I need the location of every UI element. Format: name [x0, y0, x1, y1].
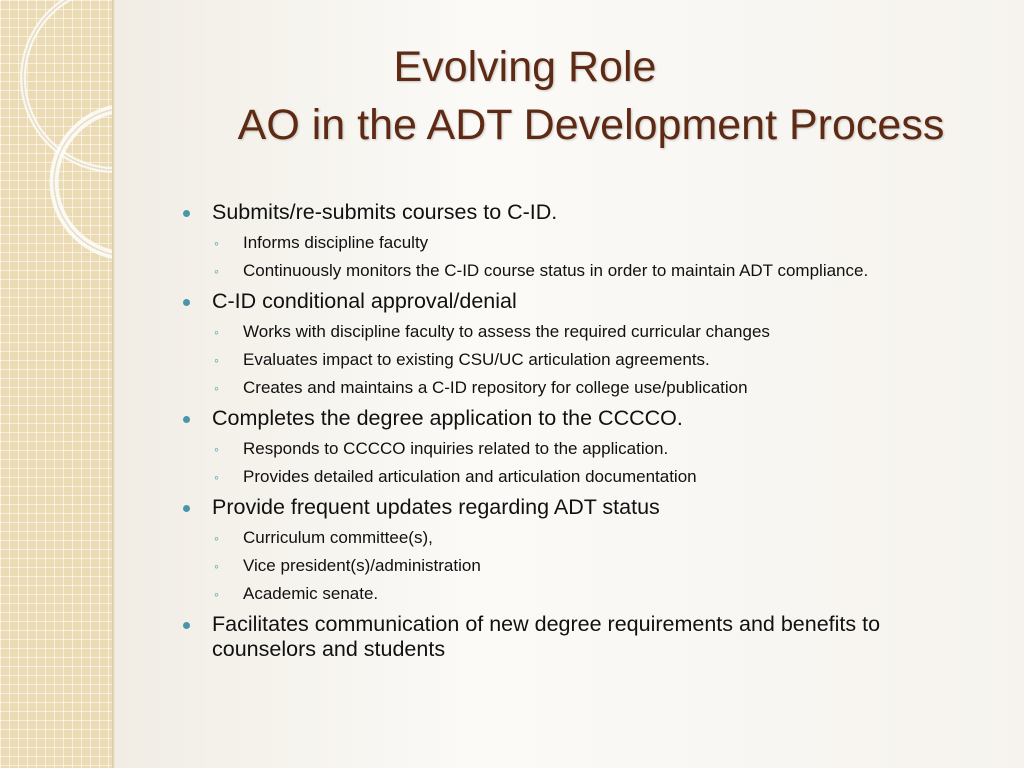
sub-bullet-item: [180, 439, 980, 459]
sub-bullet-text: ◦ Creates and maintains a C-ID repository for college use/publication: [243, 378, 748, 397]
title-line-1: Evolving Role: [393, 43, 657, 91]
bullet-item: [180, 495, 980, 604]
sub-bullet-text: ◦ Curriculum committee(s),: [243, 528, 433, 547]
bullet-item: [180, 289, 980, 398]
sub-bullet-item: [180, 261, 980, 281]
bullet-text: Facilitates communication of new degree requirements and benefits to counselors and students: [212, 612, 881, 661]
sub-bullet-text: ◦ Responds to CCCCO inquiries related to the application.: [243, 439, 669, 458]
sub-bullet-list: [180, 233, 980, 281]
swirl-decoration: [0, 0, 114, 300]
sub-bullet-item: [180, 233, 980, 253]
sub-bullet-item: [180, 322, 980, 342]
sub-bullet-item: [180, 467, 980, 487]
sub-bullet-item: [180, 556, 980, 576]
sub-bullet-text: ◦ Provides detailed articulation and articulation documentation: [243, 467, 697, 486]
sub-bullet-item: [180, 528, 980, 548]
bullet-list: [180, 192, 980, 662]
sub-bullet-text: ◦ Vice president(s)/administration: [243, 556, 481, 575]
sub-bullet-list: [180, 322, 980, 398]
sub-bullet-text: ◦ Works with discipline faculty to assess the required curricular changes: [243, 322, 770, 341]
sub-bullet-item: [180, 378, 980, 398]
bullet-text: Completes the degree application to the CCCCO.: [212, 406, 683, 430]
sub-bullet-list: [180, 528, 980, 604]
sub-bullet-item: [180, 584, 980, 604]
sub-bullet-list: [180, 439, 980, 487]
title-line-2: AO in the ADT Development Process: [237, 101, 945, 149]
sub-bullet-item: [180, 350, 980, 370]
slide-title: [120, 38, 1010, 154]
bullet-item: [180, 200, 980, 281]
sub-bullet-text: ◦ Academic senate.: [243, 584, 379, 603]
sub-bullet-text: ◦ Continuously monitors the C-ID course status in order to maintain ADT compliance.: [243, 261, 869, 280]
bullet-text: Provide frequent updates regarding ADT status: [212, 495, 660, 519]
bullet-text: Submits/re-submits courses to C-ID.: [212, 200, 558, 224]
bullet-item: [180, 406, 980, 487]
sub-bullet-text: ◦ Informs discipline faculty: [243, 233, 429, 252]
decorative-sidebar: [0, 0, 114, 768]
bullet-text: C-ID conditional approval/denial: [212, 289, 517, 313]
bullet-item: [180, 612, 980, 662]
sub-bullet-text: ◦ Evaluates impact to existing CSU/UC articulation agreements.: [243, 350, 710, 369]
